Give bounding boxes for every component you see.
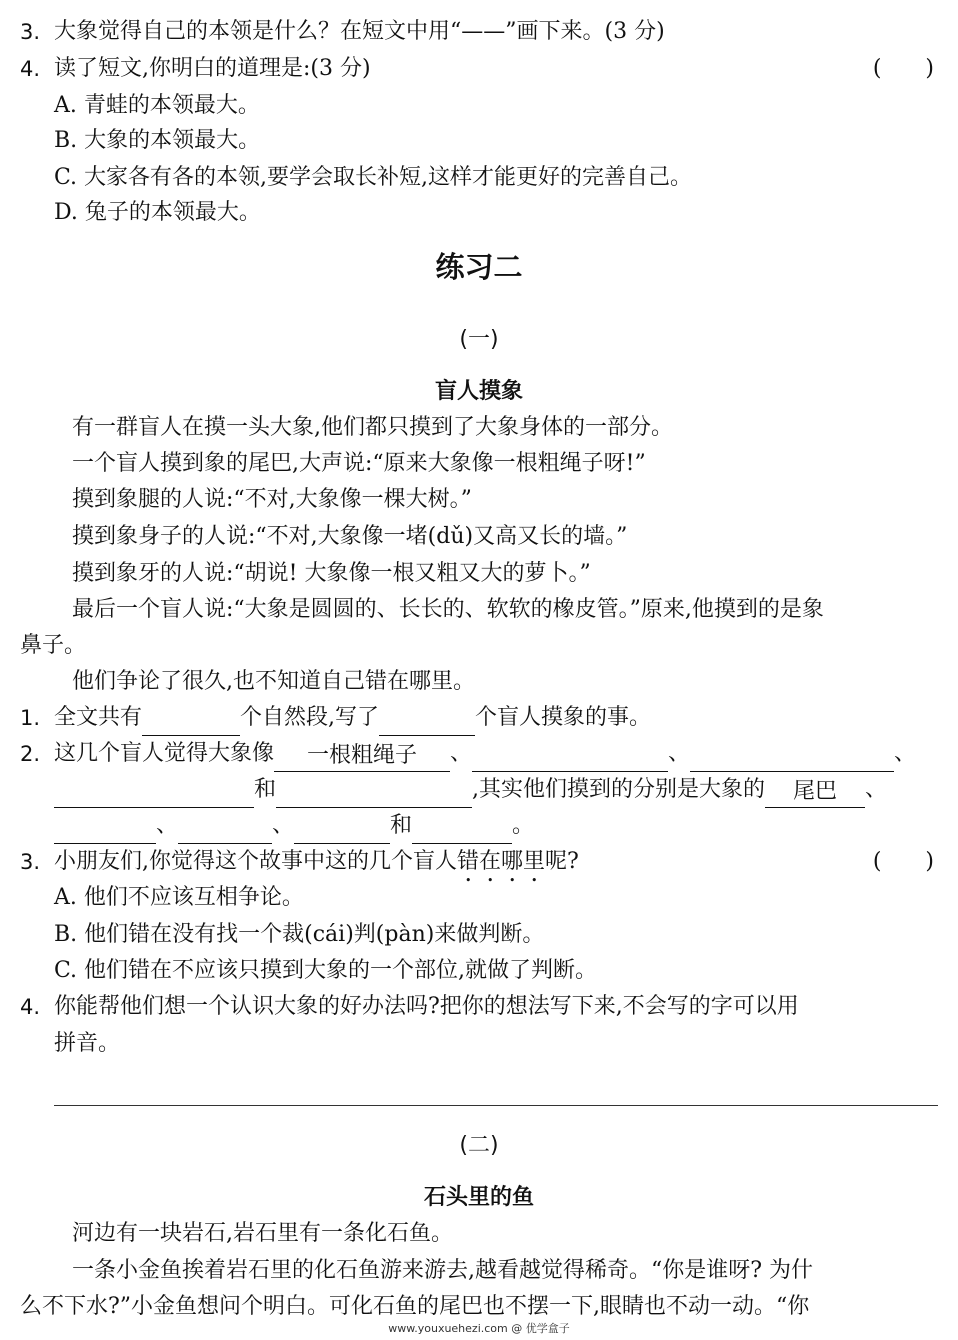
option-a: A. 青蛙的本领最大。 [54,93,260,118]
option-b: B. 他们错在没有找一个裁(cái)判(pàn)来做判断。 [54,922,545,947]
answer-blank[interactable] [54,781,254,808]
option-a: A. 他们不应该互相争论。 [54,885,304,910]
paragraph: 河边有一块岩石,岩石里有一条化石鱼。 [72,1221,453,1246]
answer-blank[interactable] [294,817,390,844]
section-1-question-2: 2. 这几个盲人觉得大象像 一根粗绳子 、 、 、 [0,736,958,772]
paragraph: 有一群盲人在摸一头大象,他们都只摸到了大象身体的一部分。 [72,415,673,440]
answer-blank[interactable] [276,781,472,808]
answer-blank[interactable] [178,817,272,844]
emphasized-text: 错在哪里 [457,849,546,874]
paragraph: 摸到象牙的人说:“胡说! 大象像一根又粗又大的萝卜。” [72,561,591,586]
paragraph: 最后一个盲人说:“大象是圆圆的、长长的、软软的橡皮管。”原来,他摸到的是象 [72,597,824,622]
section-2-title: 石头里的鱼 [423,1185,534,1210]
answer-paren[interactable]: ( ) [872,56,934,81]
paragraph-continuation: 鼻子。 [20,633,87,658]
question-4-line: 4. 读了短文,你明白的道理是:(3 分) ( ) [0,51,958,87]
section-1-question-1: 1. 全文共有 个自然段,写了 个盲人摸象的事。 [0,700,958,736]
answer-blank[interactable] [142,709,240,736]
answer-paren[interactable]: ( ) [872,849,934,874]
question-3-text: 大象觉得自己的本领是什么？在短文中用“——”画下来。(3 分) [54,19,665,44]
section-1-title: 盲人摸象 [434,379,523,404]
option-c: C. 大家各有各的本领,要学会取长补短,这样才能更好的完善自己。 [54,165,693,190]
paragraph: 摸到象身子的人说:“不对,大象像一堵(dǔ)又高又长的墙。” [72,524,628,549]
option-d: D. 兔子的本领最大。 [54,200,261,225]
option-c: C. 他们错在不应该只摸到大象的一个部位,就做了判断。 [54,958,598,983]
answer-blank[interactable] [412,817,512,844]
question-3-line: 3. 大象觉得自己的本领是什么？在短文中用“——”画下来。(3 分) [0,14,958,50]
section-2-label: (二) [459,1133,499,1158]
section-1-question-4-line-2: 拼音。 [54,1031,121,1056]
section-1-question-3: 3. 小朋友们,你觉得这个故事中这的几个盲人错在哪里呢? ( ) [0,844,958,880]
question-4-text: 读了短文,你明白的道理是:(3 分) [54,56,371,81]
section-1-question-4: 4. 你能帮他们想一个认识大象的好办法吗?把你的想法写下来,不会写的字可以用 [20,994,799,1019]
answer-blank[interactable] [379,709,475,736]
paragraph: 一个盲人摸到象的尾巴,大声说:“原来大象像一根粗绳子呀!” [72,451,646,476]
answer-blank[interactable] [54,817,156,844]
paragraph-continuation: 么不下水?”小金鱼想问个明白。可化石鱼的尾巴也不摆一下,眼睛也不动一动。“你 [20,1294,810,1319]
paragraph: 他们争论了很久,也不知道自己错在哪里。 [72,669,475,694]
answer-blank[interactable] [690,745,894,772]
exercise-title: 练习二 [435,250,523,284]
answer-filled-blank[interactable]: 尾巴 [765,777,865,808]
paragraph: 摸到象腿的人说:“不对,大象像一棵大树。” [72,487,472,512]
section-1-question-2-line-2: 和 ,其实他们摸到的分别是大象的 尾巴 、 [0,772,958,808]
answer-blank[interactable] [472,745,668,772]
section-1-label: (一) [459,327,499,352]
section-1-question-2-line-3: 、 、 和 。 [0,808,958,844]
option-b: B. 大象的本领最大。 [54,128,261,153]
paragraph: 一条小金鱼挨着岩石里的化石鱼游来游去,越看越觉得稀奇。“你是谁呀? 为什 [72,1258,814,1283]
answer-line[interactable] [54,1105,938,1106]
answer-filled-blank[interactable]: 一根粗绳子 [274,741,450,772]
footer-watermark: www.youxuehezi.com @ 优学盒子 [388,1322,570,1335]
